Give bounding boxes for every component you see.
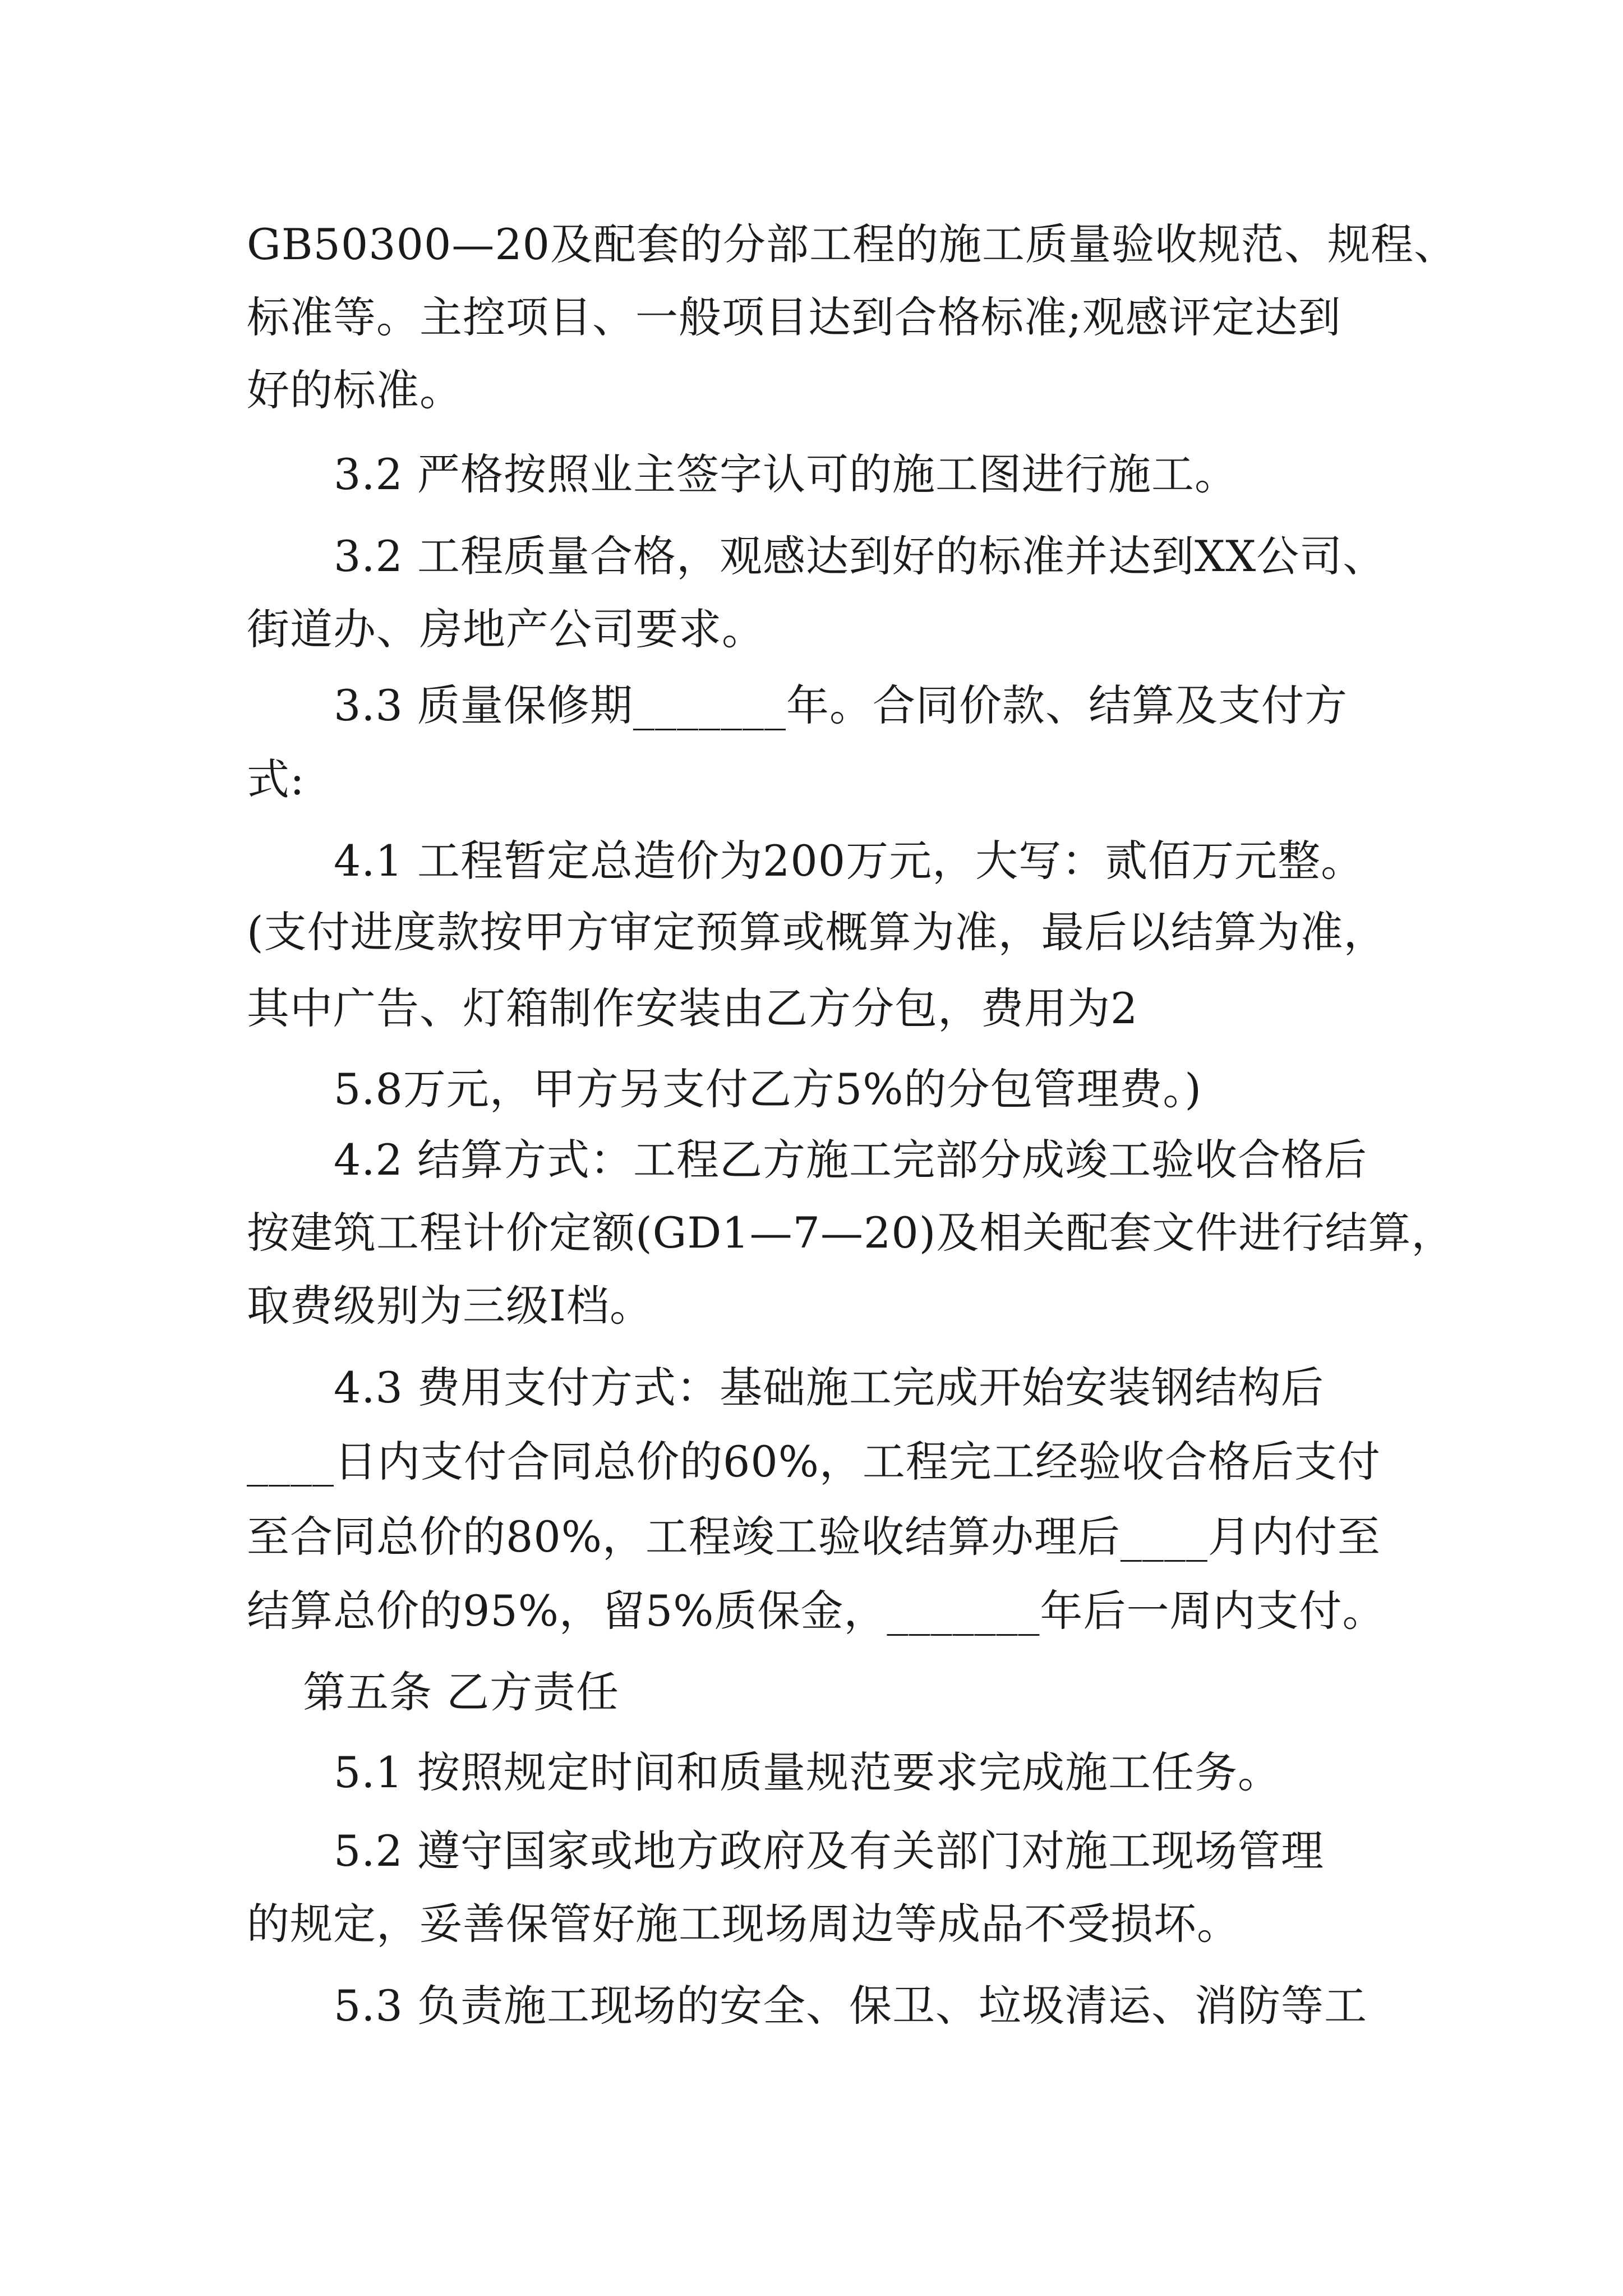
- text-line: 4.1 工程暂定总造价为200万元，大写：贰佰万元整。: [334, 836, 1364, 886]
- text-line: 的规定，妥善保管好施工现场周边等成品不受损坏。: [247, 1899, 1240, 1949]
- text-line: 3.2 严格按照业主签字认可的施工图进行施工。: [334, 449, 1238, 499]
- text-line: 5.1 按照规定时间和质量规范要求完成施工任务。: [334, 1747, 1281, 1797]
- text-line: 取费级别为三级Ⅰ档。: [247, 1281, 653, 1331]
- text-line: 结算总价的95%，留5%质保金，_______年后一周内支付。: [247, 1586, 1386, 1636]
- text-line: 5.2 遵守国家或地方政府及有关部门对施工现场管理: [334, 1826, 1325, 1876]
- text-line: (支付进度款按甲方审定预算或概算为准，最后以结算为准，: [247, 907, 1387, 957]
- text-line: 5.8万元，甲方另支付乙方5%的分包管理费。): [334, 1064, 1202, 1114]
- text-line: 街道办、房地产公司要求。: [247, 604, 765, 654]
- text-line: 其中广告、灯箱制作安装由乙方分包，费用为2: [247, 983, 1138, 1033]
- text-line: 3.3 质量保修期_______年。合同价款、结算及支付方: [334, 680, 1348, 730]
- text-line: ____日内支付合同总价的60%，工程完工经验收合格后支付: [247, 1437, 1381, 1487]
- text-line: 好的标准。: [247, 365, 463, 415]
- text-line: 4.2 结算方式：工程乙方施工完部分成竣工验收合格后: [334, 1135, 1368, 1185]
- text-line: 3.2 工程质量合格，观感达到好的标准并达到XX公司、: [334, 531, 1386, 581]
- text-line: 按建筑工程计价定额(GD1—7—20)及相关配套文件进行结算，: [247, 1208, 1455, 1258]
- text-line: 5.3 负责施工现场的安全、保卫、垃圾清运、消防等工: [334, 1981, 1368, 2031]
- text-line: 4.3 费用支付方式：基础施工完成开始安装钢结构后: [334, 1363, 1325, 1412]
- text-line: GB50300—20及配套的分部工程的施工质量验收规范、规程、: [247, 219, 1458, 269]
- text-line: 式:: [247, 754, 305, 804]
- text-line: 标准等。主控项目、一般项目达到合格标准;观感评定达到: [247, 292, 1341, 342]
- section-heading: 第五条 乙方责任: [303, 1667, 620, 1717]
- text-line: 至合同总价的80%，工程竣工验收结算办理后____月内付至: [247, 1512, 1381, 1562]
